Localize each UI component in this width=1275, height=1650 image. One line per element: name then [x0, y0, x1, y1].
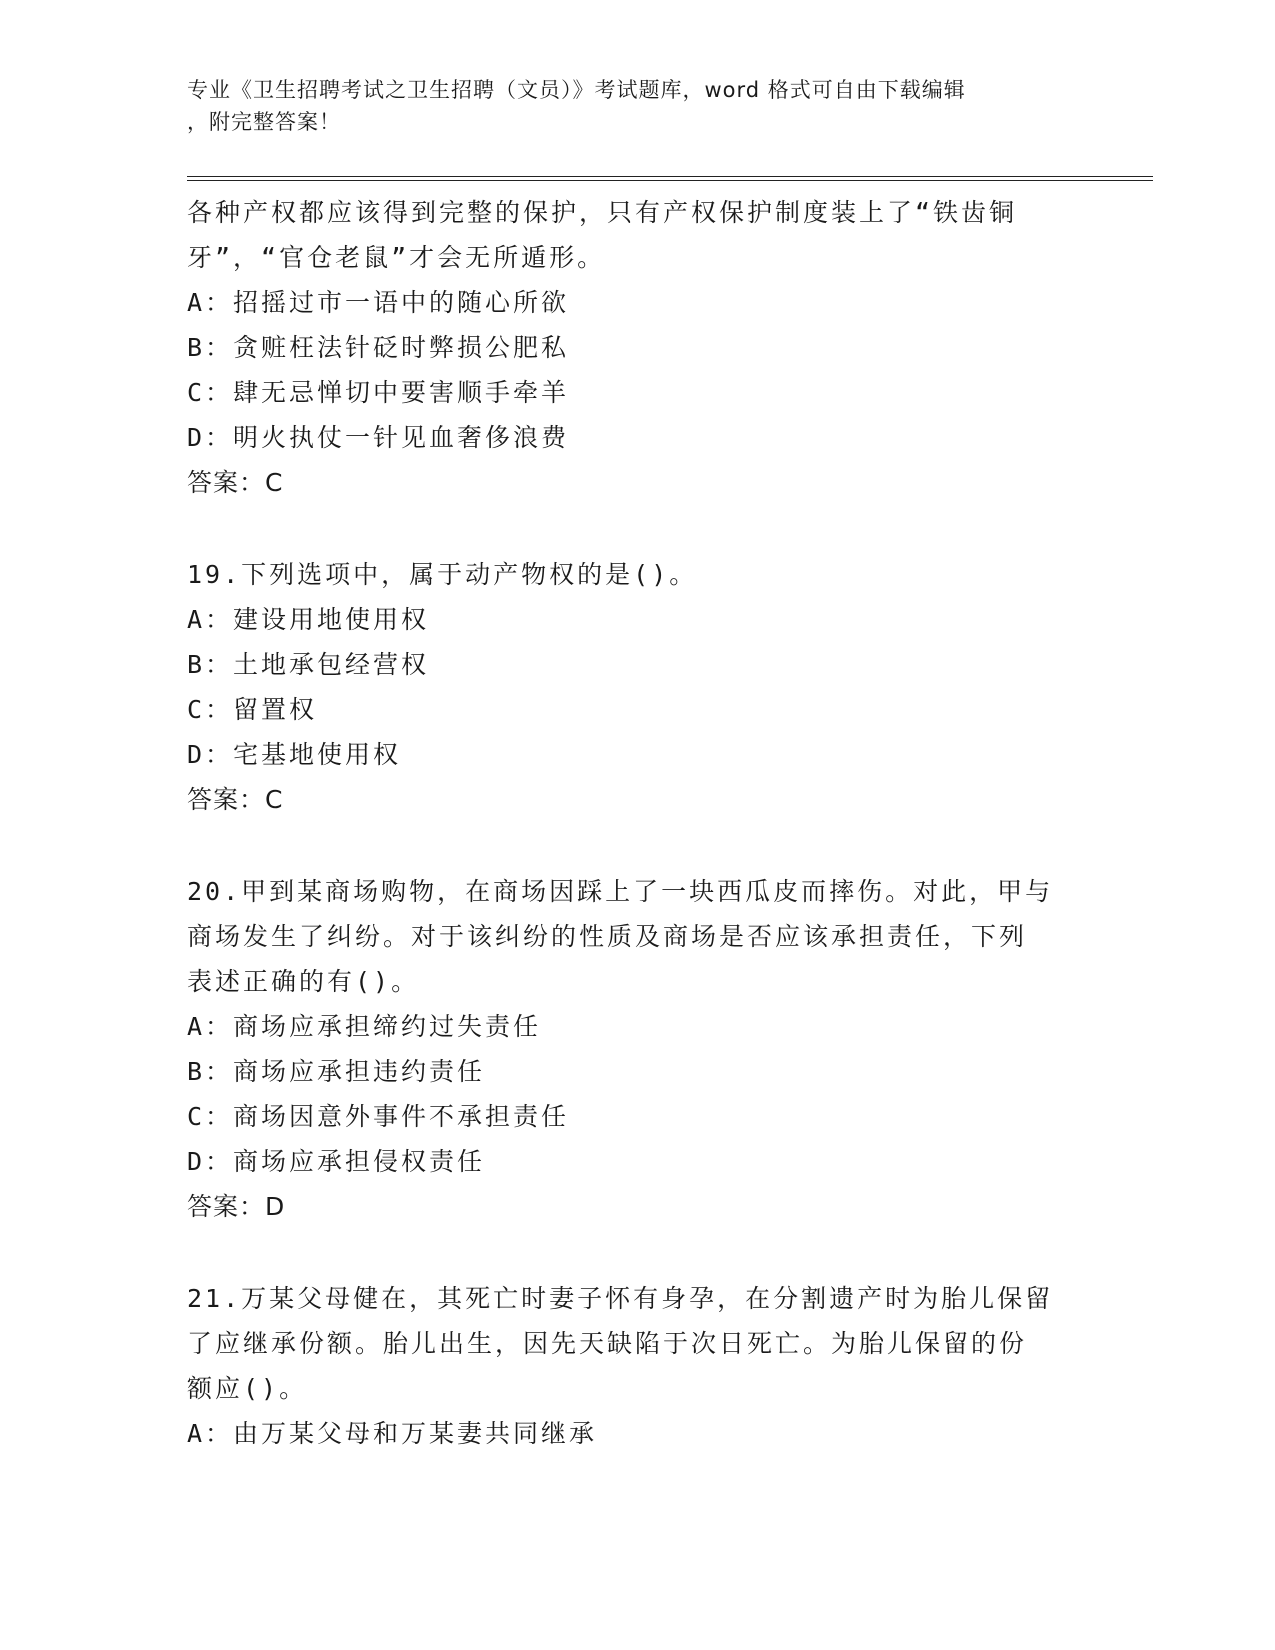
header-divider-bottom — [187, 180, 1153, 181]
question-stem-line: 各种产权都应该得到完整的保护，只有产权保护制度装上了“铁齿铜 — [187, 198, 1018, 227]
question-stem-line: 牙”，“官仓老鼠”才会无所遁形。 — [187, 243, 606, 272]
option-d: D：商场应承担侵权责任 — [187, 1147, 486, 1176]
option-d: D：明火执仗一针见血奢侈浪费 — [187, 423, 570, 452]
document-header — [187, 74, 1087, 138]
question-21 — [187, 1276, 1087, 1456]
question-stem-line: 了应继承份额。胎儿出生，因先天缺陷于次日死亡。为胎儿保留的份 — [187, 1329, 1028, 1358]
option-d: D：宅基地使用权 — [187, 740, 402, 769]
question-stem-line: 21.万某父母健在，其死亡时妻子怀有身孕，在分割遗产时为胎儿保留 — [187, 1284, 1054, 1313]
header-divider-top — [187, 176, 1153, 177]
question-stem-line: 额应()。 — [187, 1374, 308, 1403]
option-b: B：商场应承担违约责任 — [187, 1057, 486, 1086]
option-a: A：建设用地使用权 — [187, 605, 430, 634]
header-line-1: 专业《卫生招聘考试之卫生招聘（文员）》考试题库，word 格式可自由下载编辑 — [187, 78, 966, 102]
answer-line: 答案：C — [187, 785, 284, 814]
header-line-2: ，附完整答案！ — [187, 110, 341, 134]
option-a: A：招摇过市一语中的随心所欲 — [187, 288, 570, 317]
question-stem-line: 19.下列选项中，属于动产物权的是()。 — [187, 560, 698, 589]
option-b: B：贪赃枉法针砭时弊损公肥私 — [187, 333, 570, 362]
option-c: C：商场因意外事件不承担责任 — [187, 1102, 570, 1131]
question-stem-line: 商场发生了纠纷。对于该纠纷的性质及商场是否应该承担责任，下列 — [187, 922, 1028, 951]
option-c: C：留置权 — [187, 695, 318, 724]
question-stem-line: 表述正确的有()。 — [187, 967, 420, 996]
question-20 — [187, 869, 1087, 1229]
answer-line: 答案：C — [187, 468, 284, 497]
answer-line: 答案：D — [187, 1192, 286, 1221]
question-19 — [187, 552, 1087, 822]
option-c: C：肆无忌惮切中要害顺手牵羊 — [187, 378, 570, 407]
question-18 — [187, 190, 1087, 505]
question-stem-line: 20.甲到某商场购物，在商场因踩上了一块西瓜皮而摔伤。对此，甲与 — [187, 877, 1054, 906]
option-b: B：土地承包经营权 — [187, 650, 430, 679]
option-a: A：由万某父母和万某妻共同继承 — [187, 1419, 598, 1448]
option-a: A：商场应承担缔约过失责任 — [187, 1012, 542, 1041]
question-list — [187, 190, 1087, 1456]
